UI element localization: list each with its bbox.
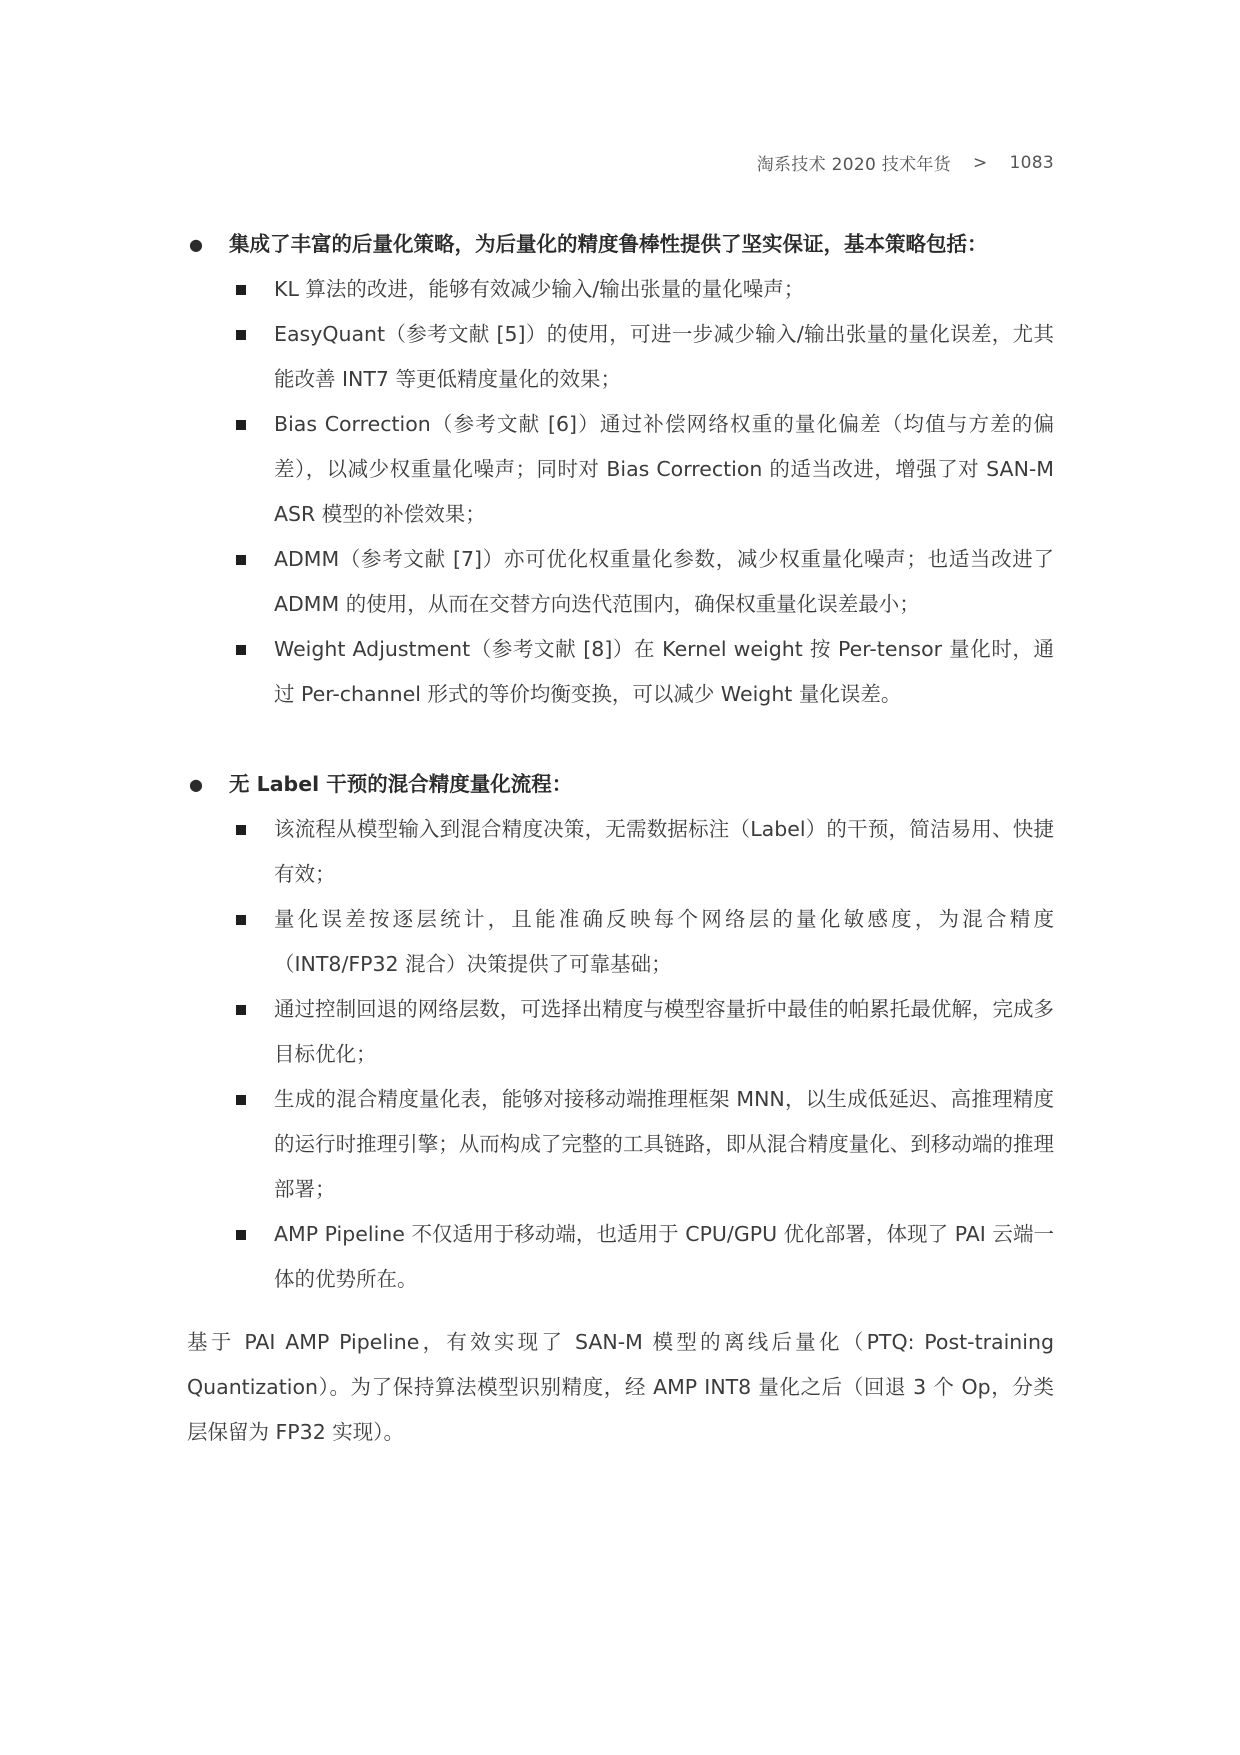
list-item: [187, 627, 1054, 717]
square-bullet-icon: [236, 330, 246, 340]
square-bullet-icon: [236, 915, 246, 925]
bullet-section: [187, 762, 1054, 807]
list-item-text: KL 算法的改进，能够有效减少输入/输出张量的量化噪声；: [274, 277, 805, 301]
book-title: 淘系技术 2020 技术年货: [756, 155, 951, 175]
square-bullet-icon: [236, 1095, 246, 1105]
sub-list: [187, 267, 1054, 717]
list-item-text: AMP Pipeline 不仅适用于移动端，也适用于 CPU/GPU 优化部署，体现了 PAI 云端一体的优势所在。: [274, 1222, 1054, 1291]
section-title: 集成了丰富的后量化策略，为后量化的精度鲁棒性提供了坚实保证，基本策略包括：: [229, 232, 988, 256]
list-item: [187, 987, 1054, 1077]
list-item-text: Bias Correction（参考文献 [6]）通过补偿网络权重的量化偏差（均值与方差的偏差），以减少权重量化噪声；同时对 Bias Correction 的适当改进，增强了对 SAN-M ASR 模型的补偿效果；: [274, 412, 1054, 526]
section-gap: [187, 717, 1054, 762]
list-item: [187, 267, 1054, 312]
list-item: [187, 402, 1054, 537]
list-item-text: 量化误差按逐层统计，且能准确反映每个网络层的量化敏感度，为混合精度（INT8/FP32 混合）决策提供了可靠基础；: [274, 907, 1054, 976]
square-bullet-icon: [236, 555, 246, 565]
round-bullet-icon: ●: [189, 775, 203, 794]
list-item-text: 该流程从模型输入到混合精度决策，无需数据标注（Label）的干预，简洁易用、快捷有效；: [274, 817, 1054, 886]
list-item: [187, 807, 1054, 897]
list-item-text: ADMM（参考文献 [7]）亦可优化权重量化参数，减少权重量化噪声；也适当改进了 ADMM 的使用，从而在交替方向迭代范围内，确保权重量化误差最小；: [274, 547, 1054, 616]
list-item: [187, 312, 1054, 402]
header-separator: >: [972, 152, 988, 173]
square-bullet-icon: [236, 285, 246, 295]
section-title: 无 Label 干预的混合精度量化流程：: [229, 772, 573, 796]
list-item-text: Weight Adjustment（参考文献 [8]）在 Kernel weight 按 Per-tensor 量化时，通过 Per-channel 形式的等价均衡变换，可以减少 Weight 量化误差。: [274, 637, 1054, 706]
list-item: [187, 897, 1054, 987]
square-bullet-icon: [236, 1230, 246, 1240]
list-item: [187, 537, 1054, 627]
page-number: 1083: [1009, 152, 1054, 173]
list-item-text: EasyQuant（参考文献 [5]）的使用，可进一步减少输入/输出张量的量化误差，尤其能改善 INT7 等更低精度量化的效果；: [274, 322, 1054, 391]
list-item: [187, 1077, 1054, 1212]
page-content: [187, 222, 1054, 1455]
bullet-section: [187, 222, 1054, 267]
body-paragraph: 基于 PAI AMP Pipeline，有效实现了 SAN-M 模型的离线后量化（PTQ: Post-training Quantization）。为了保持算法模型识别精度，经 AMP INT8 量化之后（回退 3 个 Op，分类层保留为 FP32 实现）。: [187, 1330, 1054, 1444]
list-item-text: 生成的混合精度量化表，能够对接移动端推理框架 MNN，以生成低延迟、高推理精度的运行时推理引擎；从而构成了完整的工具链路，即从混合精度量化、到移动端的推理部署；: [274, 1087, 1054, 1201]
square-bullet-icon: [236, 420, 246, 430]
list-item: [187, 1212, 1054, 1302]
square-bullet-icon: [236, 1005, 246, 1015]
list-item-text: 通过控制回退的网络层数，可选择出精度与模型容量折中最佳的帕累托最优解，完成多目标优化；: [274, 997, 1054, 1066]
square-bullet-icon: [236, 825, 246, 835]
sub-list: [187, 807, 1054, 1302]
page-header: [757, 150, 1054, 175]
square-bullet-icon: [236, 645, 246, 655]
round-bullet-icon: ●: [189, 235, 203, 254]
